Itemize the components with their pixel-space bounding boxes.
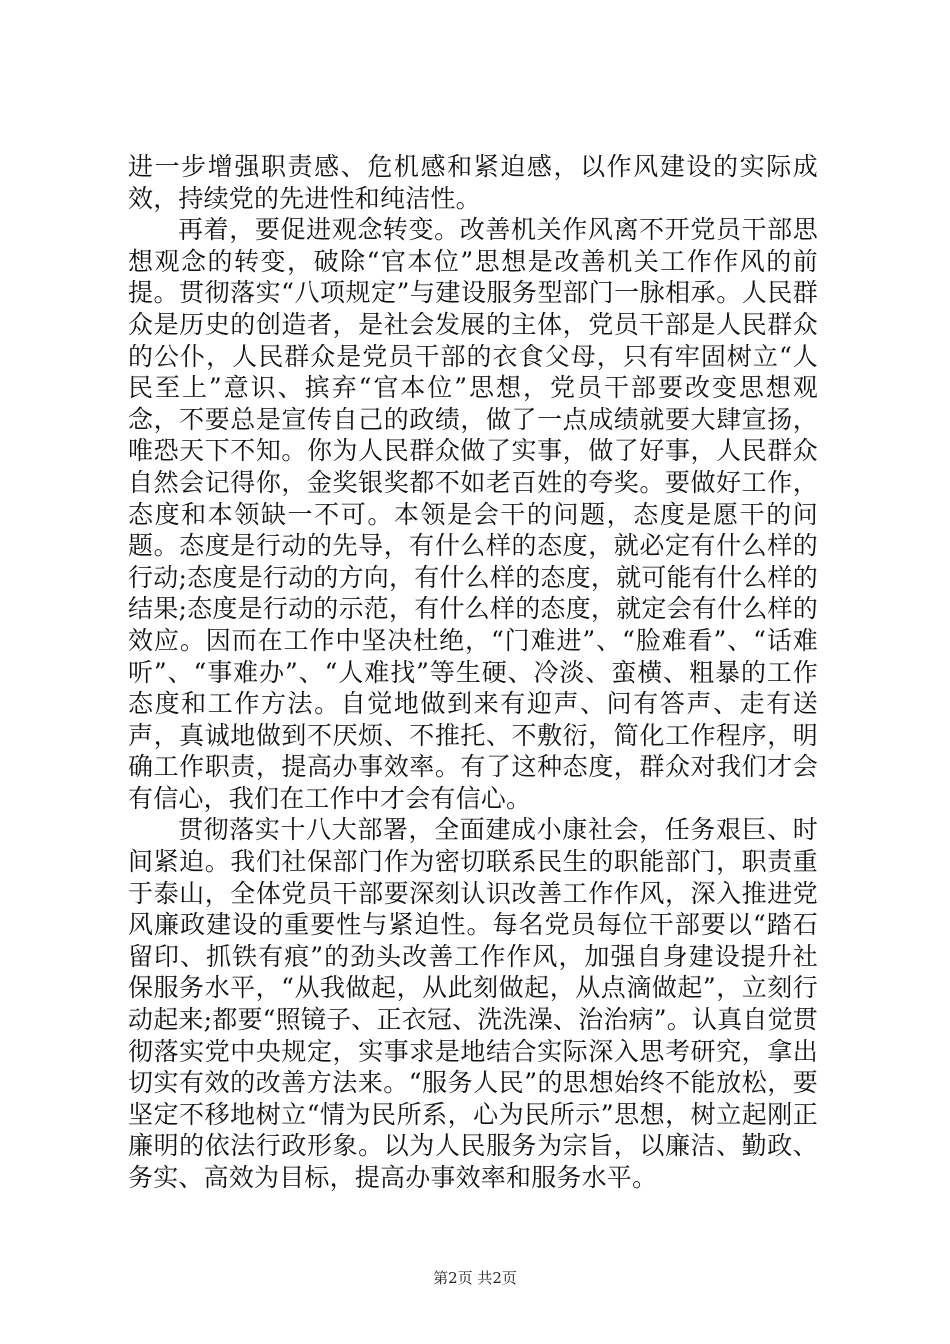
page-number-footer: 第2页 共2页 [433,1269,517,1287]
paragraph-continuation: 进一步增强职责感、危机感和紧迫感，以作风建设的实际成效，持续党的先进性和纯洁性。 [128,152,818,213]
paragraph-attitude: 再着，要促进观念转变。改善机关作风离不开党员干部思想观念的转变，破除“官本位”思想是改善机关工作作风的前提。贯彻落实“八项规定”与建设服务型部门一脉相承。人民群众是历史的创造者，是社会发展的主体，党员干部是人民群众的公仆，人民群众是党员干部的衣食父母，只有牢固树立“人民至上”意识、摈弃“官本位”思想，党员干部要改变思想观念，不要总是宣传自己的政绩，做了一点成绩就要大肆宣扬，唯恐天下不知。你为人民群众做了实事，做了好事，人民群众自然会记得你，金奖银奖都不如老百姓的夸奖。要做好工作，态度和本领缺一不可。本领是会干的问题，态度是愿干的问题。态度是行动的先导，有什么样的态度，就必定有什么样的行动;态度是行动的方向，有什么样的态度，就可能有什么样的结果;态度是行动的示范，有什么样的态度，就定会有什么样的效应。因而在工作中坚决杜绝，“门难进”、“脸难看”、“话难听”、“事难办”、“人难找”等生硬、冷淡、蛮横、粗暴的工作态度和工作方法。自觉地做到来有迎声、问有答声、走有送声，真诚地做到不厌烦、不推托、不敷衍，简化工作程序，明确工作职责，提高办事效率。有了这种态度，群众对我们才会有信心，我们在工作中才会有信心。 [128,215,818,813]
document-body [128,151,818,1194]
paragraph-implementation: 贯彻落实十八大部署，全面建成小康社会，任务艰巨、时间紧迫。我们社保部门作为密切联系民生的职能部门，职责重于泰山，全体党员干部要深刻认识改善工作作风，深入推进党风廉政建设的重要性与紧迫性。每名党员每位干部要以“踏石留印、抓铁有痕”的劲头改善工作作风，加强自身建设提升社保服务水平，“从我做起，从此刻做起，从点滴做起”，立刻行动起来;都要“照镜子、正衣冠、洗洗澡、治治病”。认真自觉贯彻落实党中央规定，实事求是地结合实际深入思考研究，拿出切实有效的改善方法来。“服务人民”的思想始终不能放松，要坚定不移地树立“情为民所系，心为民所示”思想，树立起刚正廉明的依法行政形象。以为人民服务为宗旨，以廉洁、勤政、务实、高效为目标，提高办事效率和服务水平。 [128,815,818,1192]
